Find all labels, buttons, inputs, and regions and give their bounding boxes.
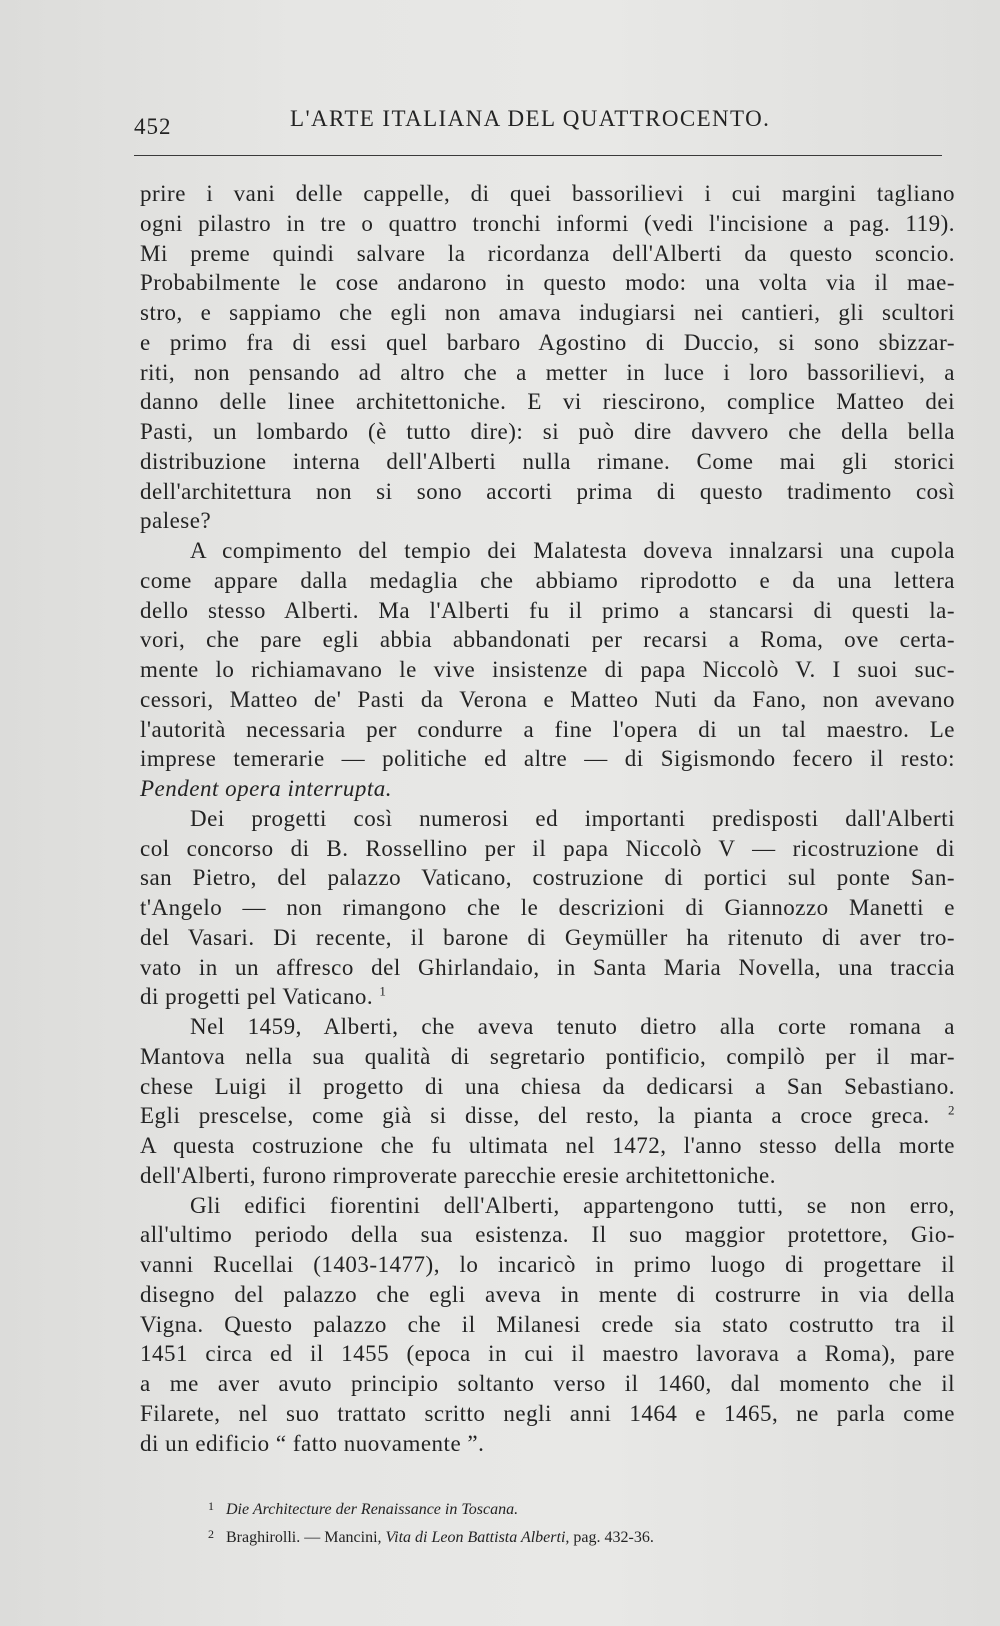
text-line: all'ultimo periodo della sua esistenza. Il suo maggior protettore, Gio-	[140, 1222, 955, 1248]
paragraph	[140, 1012, 955, 1191]
text-line: mente lo richiamavano le vive insistenze di papa Niccolò V. I suoi suc-	[140, 657, 955, 682]
text-line	[140, 1101, 955, 1131]
paragraph	[140, 179, 955, 536]
footnote-mark: 2	[208, 1527, 214, 1541]
footnote-ref-1[interactable]: 1	[379, 983, 387, 999]
page-header	[134, 106, 944, 146]
text-line: vanni Rucellai (1403-1477), lo incaricò in primo luogo di progettare il	[140, 1252, 955, 1277]
italic-quote: Pendent opera interrupta.	[140, 776, 393, 801]
text-line: Mantova nella sua qualità di segretario pontificio, compilò per il mar-	[140, 1043, 955, 1069]
footnote-pre: Braghirolli. — Mancini,	[226, 1529, 386, 1546]
paragraph	[140, 536, 955, 804]
text-line: del Vasari. Di recente, il barone di Geymüller ha ritenuto di aver tro-	[140, 924, 955, 950]
header-rule	[134, 155, 942, 156]
text-line: Nel 1459, Alberti, che aveva tenuto dietro alla corte romana a	[190, 1014, 955, 1039]
text-line: Mi preme quindi salvare la ricordanza dell'Alberti da questo sconcio.	[140, 240, 955, 266]
page-number: 452	[134, 114, 172, 139]
text-line: danno delle linee architettoniche. E vi riescirono, complice Matteo dei	[140, 389, 955, 415]
footnote-post: pag. 432-36.	[569, 1529, 654, 1546]
text-line: di un edificio “ fatto nuovamente ”.	[140, 1430, 485, 1456]
text-line: a me aver avuto principio soltanto verso il 1460, dal momento che il	[140, 1371, 955, 1396]
text-line: Probabilmente le cose andarono in questo modo: una volta via il mae-	[140, 270, 955, 296]
text-line: vori, che pare egli abbia abbandonati per recarsi a Roma, ove certa-	[140, 627, 955, 653]
text-line: A questa costruzione che fu ultimata nel 1472, l'anno stesso della morte	[140, 1133, 955, 1158]
running-title: L'ARTE ITALIANA DEL QUATTROCENTO.	[290, 106, 771, 131]
paragraph	[140, 804, 955, 1012]
text-line: col concorso di B. Rossellino per il papa Niccolò V — ricostruzione di	[140, 835, 955, 861]
text-line: Vigna. Questo palazzo che il Milanesi crede sia stato costrutto tra il	[140, 1311, 955, 1337]
footnote-title: Die Architecture der Renaissance in Toscana.	[226, 1501, 519, 1518]
text-line: 1451 circa ed il 1455 (epoca in cui il maestro lavorava a Roma), pare	[140, 1341, 955, 1367]
text-line: A compimento del tempio dei Malatesta doveva innalzarsi una cupola	[190, 538, 955, 563]
text-line: palese?	[140, 508, 212, 534]
text-line: Gli edifici fiorentini dell'Alberti, appartengono tutti, se non erro,	[190, 1192, 955, 1218]
text-line: imprese temerarie — politiche ed altre — di Sigismondo fecero il resto:	[140, 746, 955, 772]
text-line: ogni pilastro in tre o quattro tronchi informi (vedi l'incisione a pag. 119).	[140, 210, 955, 236]
line-text: Egli prescelse, come già si disse, del resto, la pianta a croce greca.	[140, 1103, 930, 1129]
footnotes	[208, 1494, 908, 1550]
body-text	[140, 179, 955, 1458]
text-line	[140, 982, 955, 1012]
text-line: san Pietro, del palazzo Vaticano, costruzione di portici sul ponte San-	[140, 865, 955, 891]
text-line: cessori, Matteo de' Pasti da Verona e Matteo Nuti da Fano, non avevano	[140, 686, 955, 712]
text-line: stro, e sappiamo che egli non amava indugiarsi nei cantieri, gli scultori	[140, 300, 955, 325]
footnote-title: Vita di Leon Battista Alberti,	[385, 1529, 570, 1546]
footnote	[208, 1522, 908, 1550]
footnote-ref-2[interactable]: 2	[948, 1102, 956, 1118]
text-line: dello stesso Alberti. Ma l'Alberti fu il primo a stancarsi di questi la-	[140, 597, 955, 623]
text-line: distribuzione interna dell'Alberti nulla rimane. Come mai gli storici	[140, 448, 955, 474]
paragraph	[140, 1191, 955, 1459]
text-line: e primo fra di essi quel barbaro Agostino di Duccio, si sono sbizzar-	[140, 329, 955, 355]
line-text: di progetti pel Vaticano.	[140, 984, 374, 1010]
footnote	[208, 1494, 908, 1522]
text-line: l'autorità necessaria per condurre a fine l'opera di un tal maestro. Le	[140, 716, 955, 742]
text-line: come appare dalla medaglia che abbiamo riprodotto e da una lettera	[140, 567, 955, 593]
text-line: vato in un affresco del Ghirlandaio, in Santa Maria Novella, una traccia	[140, 954, 955, 980]
text-line: dell'Alberti, furono rimproverate parecchie eresie architettoniche.	[140, 1162, 776, 1188]
text-line: riti, non pensando ad altro che a metter in luce i loro bassorilievi, a	[140, 359, 955, 385]
text-line: Pasti, un lombardo (è tutto dire): si può dire davvero che della bella	[140, 419, 955, 444]
text-line: Dei progetti così numerosi ed importanti predisposti dall'Alberti	[190, 805, 955, 831]
footnote-mark: 1	[208, 1499, 214, 1513]
text-line: Filarete, nel suo trattato scritto negli anni 1464 e 1465, ne parla come	[140, 1400, 955, 1426]
text-line: chese Luigi il progetto di una chiesa da dedicarsi a San Sebastiano.	[140, 1073, 955, 1099]
text-line: prire i vani delle cappelle, di quei bassorilievi i cui margini tagliano	[140, 181, 955, 206]
text-line: dell'architettura non si sono accorti prima di questo tradimento così	[140, 478, 955, 504]
text-line: disegno del palazzo che egli aveva in mente di costrurre in via della	[140, 1281, 955, 1307]
text-line: t'Angelo — non rimangono che le descrizioni di Giannozzo Manetti e	[140, 895, 955, 920]
